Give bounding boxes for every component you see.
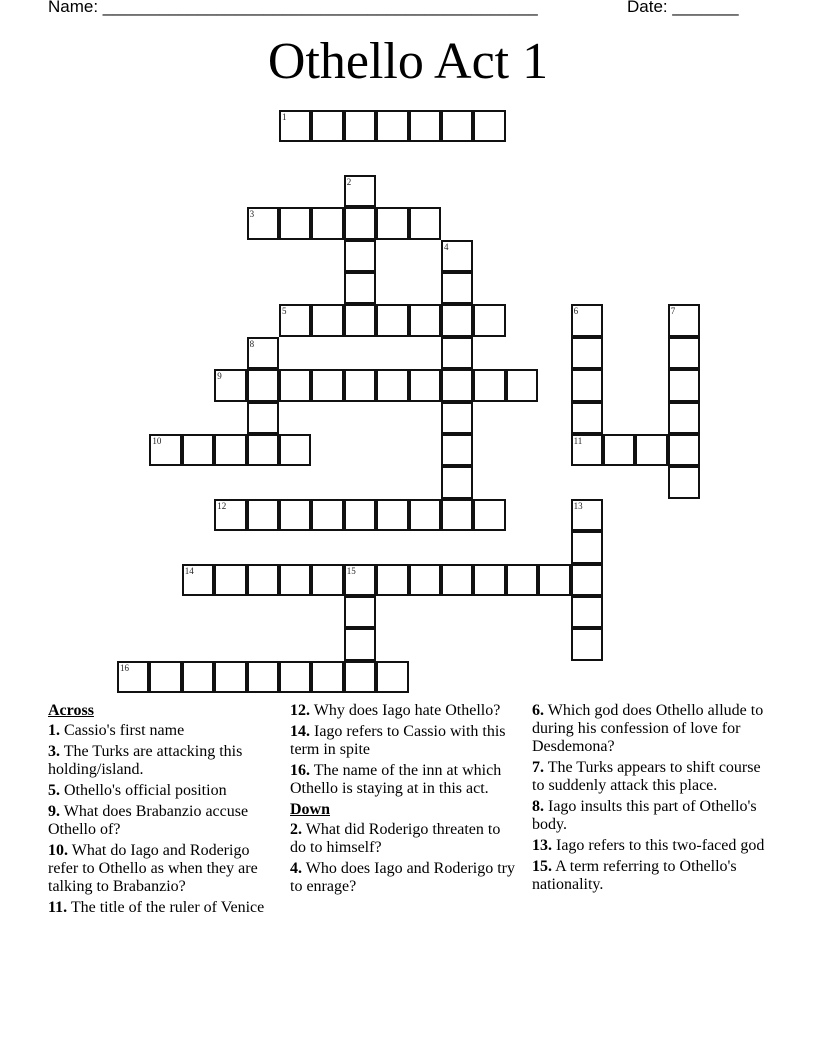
- clue-across-10: [48, 842, 278, 896]
- clue-text: Iago refers to this two-faced god: [552, 837, 765, 854]
- crossword-cell[interactable]: [571, 369, 603, 401]
- cell-number: 6: [573, 306, 579, 317]
- crossword-cell[interactable]: [311, 564, 343, 596]
- crossword-cell[interactable]: [668, 466, 700, 498]
- crossword-cell[interactable]: [344, 628, 376, 660]
- crossword-cell[interactable]: [247, 564, 279, 596]
- crossword-cell[interactable]: [117, 661, 149, 693]
- clue-across-1: [48, 722, 278, 740]
- crossword-cell[interactable]: [279, 499, 311, 531]
- crossword-cell[interactable]: [409, 110, 441, 142]
- clue-text: Cassio's first name: [60, 722, 185, 739]
- crossword-cell[interactable]: [668, 337, 700, 369]
- crossword-cell[interactable]: [311, 499, 343, 531]
- crossword-cell[interactable]: [344, 304, 376, 336]
- crossword-cell[interactable]: [473, 110, 505, 142]
- clue-text: The Turks appears to shift course to suddenly attack this place.: [532, 759, 761, 794]
- clue-number: 7.: [532, 759, 544, 776]
- cell-number: 15: [346, 565, 356, 576]
- crossword-cell[interactable]: [441, 110, 473, 142]
- crossword-cell[interactable]: [473, 304, 505, 336]
- clue-across-11: [48, 899, 278, 917]
- crossword-cell[interactable]: [344, 207, 376, 239]
- clue-down-15: [532, 858, 767, 894]
- cell-number: 10: [152, 436, 162, 446]
- crossword-cell[interactable]: [571, 596, 603, 628]
- cell-number: 1: [282, 112, 287, 122]
- crossword-cell[interactable]: [214, 369, 246, 401]
- crossword-cell[interactable]: [506, 564, 538, 596]
- crossword-cell[interactable]: [571, 304, 603, 336]
- crossword-cell[interactable]: [538, 564, 570, 596]
- crossword-cell[interactable]: [279, 564, 311, 596]
- clue-number: 13.: [532, 837, 552, 854]
- crossword-cell[interactable]: [441, 402, 473, 434]
- crossword-cell[interactable]: [441, 240, 473, 272]
- crossword-cell[interactable]: [571, 337, 603, 369]
- cell-number: 3: [249, 209, 255, 220]
- crossword-cell[interactable]: [344, 564, 376, 596]
- crossword-cell[interactable]: [311, 304, 343, 336]
- clue-number: 15.: [532, 858, 552, 875]
- crossword-cell[interactable]: [376, 661, 408, 693]
- clue-down-4: [290, 860, 520, 896]
- clue-text: The Turks are attacking this holding/island.: [48, 743, 243, 778]
- clue-number: 4.: [290, 860, 302, 877]
- clues-column-1: [48, 702, 278, 920]
- crossword-cell[interactable]: [668, 434, 700, 466]
- clue-number: 8.: [532, 798, 544, 815]
- crossword-cell[interactable]: [214, 661, 246, 693]
- clue-number: 11.: [48, 899, 68, 916]
- crossword-cell[interactable]: [441, 466, 473, 498]
- crossword-cell[interactable]: [214, 499, 246, 531]
- clues-column-3: [532, 702, 767, 897]
- cell-number: 4: [444, 241, 449, 252]
- clue-text: What does Brabanzio accuse Othello of?: [48, 803, 249, 838]
- clue-across-9: [48, 803, 278, 839]
- crossword-cell[interactable]: [182, 434, 214, 466]
- crossword-cell[interactable]: [376, 304, 408, 336]
- clue-across-14: [290, 723, 520, 759]
- crossword-cell[interactable]: [311, 369, 343, 401]
- clue-text: What do Iago and Roderigo refer to Othello as when they are talking to Brabanzio?: [48, 842, 258, 895]
- crossword-cell[interactable]: [247, 499, 279, 531]
- clue-text: The title of the ruler of Venice: [67, 899, 265, 916]
- crossword-cell[interactable]: [344, 369, 376, 401]
- crossword-cell[interactable]: [279, 369, 311, 401]
- crossword-cell[interactable]: [473, 369, 505, 401]
- crossword-cell[interactable]: [473, 564, 505, 596]
- clue-text: A term referring to Othello's nationality.: [532, 858, 737, 893]
- crossword-cell[interactable]: [344, 175, 376, 207]
- clue-down-13: [532, 837, 767, 855]
- clue-down-8: [532, 798, 767, 834]
- crossword-cell[interactable]: [247, 369, 279, 401]
- cell-number: 8: [249, 338, 255, 349]
- crossword-cell[interactable]: [409, 369, 441, 401]
- clue-number: 14.: [290, 723, 310, 740]
- crossword-cell[interactable]: [214, 434, 246, 466]
- cell-number: 12: [217, 500, 227, 511]
- clue-text: Why does Iago hate Othello?: [310, 702, 501, 719]
- clue-text: Iago refers to Cassio with this term in spite: [290, 723, 506, 758]
- crossword-cell[interactable]: [344, 110, 376, 142]
- clue-number: 12.: [290, 702, 310, 719]
- clue-number: 2.: [290, 821, 302, 838]
- clue-text: Othello's official position: [60, 782, 227, 799]
- crossword-cell[interactable]: [247, 661, 279, 693]
- crossword-cell[interactable]: [376, 564, 408, 596]
- crossword-cell[interactable]: [409, 207, 441, 239]
- crossword-cell[interactable]: [279, 661, 311, 693]
- across-heading: Across: [48, 702, 94, 719]
- crossword-cell[interactable]: [344, 661, 376, 693]
- crossword-cell[interactable]: [247, 402, 279, 434]
- crossword-cell[interactable]: [279, 304, 311, 336]
- cell-number: 11: [573, 436, 583, 446]
- crossword-cell[interactable]: [441, 369, 473, 401]
- clue-number: 16.: [290, 762, 310, 779]
- clue-across-5: [48, 782, 278, 800]
- clues-column-2: [290, 702, 520, 899]
- clue-number: 3.: [48, 743, 60, 760]
- crossword-cell[interactable]: [668, 369, 700, 401]
- clue-down-2: [290, 821, 520, 857]
- crossword-cell[interactable]: [279, 207, 311, 239]
- cell-number: 14: [184, 565, 194, 576]
- cell-number: 9: [217, 371, 222, 382]
- clue-across-12: [290, 702, 520, 720]
- clue-text: Which god does Othello allude to during his confession of love for Desdemona?: [532, 702, 764, 755]
- crossword-cell[interactable]: [571, 531, 603, 563]
- crossword-cell[interactable]: [279, 434, 311, 466]
- crossword-cell[interactable]: [376, 499, 408, 531]
- crossword-cell[interactable]: [247, 207, 279, 239]
- crossword-cell[interactable]: [506, 369, 538, 401]
- crossword-cell[interactable]: [376, 369, 408, 401]
- down-heading: Down: [290, 801, 331, 818]
- crossword-cell[interactable]: [571, 402, 603, 434]
- clue-number: 6.: [532, 702, 544, 719]
- page-title: Othello Act 1: [267, 33, 549, 90]
- crossword-cell[interactable]: [149, 661, 181, 693]
- cell-number: 5: [282, 306, 287, 317]
- clue-down-6: [532, 702, 767, 756]
- cell-number: 13: [573, 500, 583, 511]
- clue-number: 5.: [48, 782, 60, 799]
- crossword-cell[interactable]: [247, 337, 279, 369]
- name-field-label: Name: ______________________________________________: [48, 0, 538, 16]
- clue-number: 1.: [48, 722, 60, 739]
- clue-number: 9.: [48, 803, 60, 820]
- crossword-cell[interactable]: [311, 207, 343, 239]
- crossword-cell[interactable]: [344, 272, 376, 304]
- crossword-cell[interactable]: [182, 661, 214, 693]
- crossword-cell[interactable]: [441, 499, 473, 531]
- crossword-cell[interactable]: [247, 434, 279, 466]
- crossword-cell[interactable]: [571, 564, 603, 596]
- clue-text: Who does Iago and Roderigo try to enrage?: [290, 860, 515, 895]
- clue-down-7: [532, 759, 767, 795]
- clue-text: Iago insults this part of Othello's body.: [532, 798, 757, 833]
- crossword-cell[interactable]: [311, 661, 343, 693]
- cell-number: 2: [346, 176, 352, 187]
- crossword-cell[interactable]: [441, 304, 473, 336]
- clue-text: The name of the inn at which Othello is staying at in this act.: [290, 762, 502, 797]
- crossword-cell[interactable]: [668, 402, 700, 434]
- crossword-cell[interactable]: [409, 499, 441, 531]
- crossword-cell[interactable]: [571, 628, 603, 660]
- crossword-cell[interactable]: [668, 304, 700, 336]
- crossword-cell[interactable]: [344, 240, 376, 272]
- crossword-cell[interactable]: [214, 564, 246, 596]
- crossword-cell[interactable]: [571, 499, 603, 531]
- cell-number: 16: [120, 662, 129, 673]
- date-field-label: Date: _______: [627, 0, 739, 16]
- crossword-cell[interactable]: [441, 564, 473, 596]
- crossword-cell[interactable]: [279, 110, 311, 142]
- crossword-cell[interactable]: [311, 110, 343, 142]
- crossword-cell[interactable]: [603, 434, 635, 466]
- crossword-cell[interactable]: [441, 434, 473, 466]
- crossword-cell[interactable]: [344, 499, 376, 531]
- clue-number: 10.: [48, 842, 68, 859]
- clue-text: What did Roderigo threaten to do to himself?: [290, 821, 501, 856]
- crossword-cell[interactable]: [149, 434, 181, 466]
- crossword-cell[interactable]: [571, 434, 603, 466]
- clue-across-3: [48, 743, 278, 779]
- crossword-cell[interactable]: [441, 272, 473, 304]
- crossword-cell[interactable]: [635, 434, 667, 466]
- crossword-cell[interactable]: [409, 304, 441, 336]
- crossword-cell[interactable]: [473, 499, 505, 531]
- crossword-cell[interactable]: [376, 207, 408, 239]
- crossword-cell[interactable]: [409, 564, 441, 596]
- clue-across-16: [290, 762, 520, 798]
- cell-number: 7: [670, 306, 676, 317]
- crossword-cell[interactable]: [376, 110, 408, 142]
- crossword-cell[interactable]: [182, 564, 214, 596]
- crossword-cell[interactable]: [344, 596, 376, 628]
- crossword-cell[interactable]: [441, 337, 473, 369]
